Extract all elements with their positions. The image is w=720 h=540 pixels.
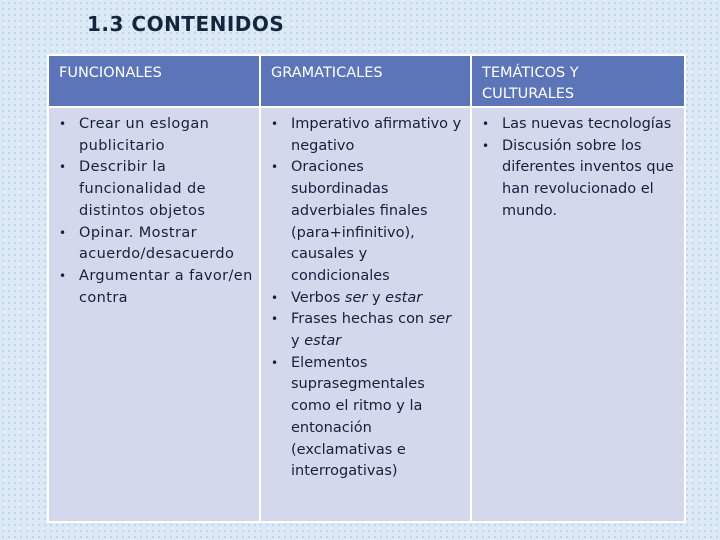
tematicos-list — [478, 114, 678, 223]
list-item: • Verbos ser y estar — [267, 288, 464, 310]
cell-gramaticales — [260, 107, 471, 522]
list-item: • Opinar. Mostrar acuerdo/desacuerdo — [55, 223, 253, 266]
content-row — [48, 107, 685, 522]
header-row — [48, 55, 685, 107]
list-item: • Imperativo afirmativo y negativo — [267, 114, 464, 157]
header-tematicos: TEMÁTICOS Y CULTURALES — [471, 55, 685, 107]
cell-tematicos — [471, 107, 685, 522]
list-item: • Oraciones subordinadas adverbiales finales (para+infinitivo), causales y condicionales — [267, 157, 464, 287]
list-item: • Elementos suprasegmentales como el ritmo y la entonación (exclamativas e interrogativas) — [267, 353, 464, 483]
list-item: • Crear un eslogan publicitario — [55, 114, 253, 157]
list-item: • Argumentar a favor/en contra — [55, 266, 253, 309]
header-funcionales: FUNCIONALES — [48, 55, 260, 107]
funcionales-list — [55, 114, 253, 309]
list-item: • Las nuevas tecnologías — [478, 114, 678, 136]
list-item: • Discusión sobre los diferentes inventos que han revolucionado el mundo. — [478, 136, 678, 223]
cell-funcionales — [48, 107, 260, 522]
header-gramaticales: GRAMATICALES — [260, 55, 471, 107]
contents-table — [47, 54, 686, 523]
page-title: 1.3 CONTENIDOS — [87, 12, 285, 36]
list-item: • Frases hechas con ser y estar — [267, 309, 464, 352]
gramaticales-list — [267, 114, 464, 483]
list-item: • Describir la funcionalidad de distintos objetos — [55, 157, 253, 222]
